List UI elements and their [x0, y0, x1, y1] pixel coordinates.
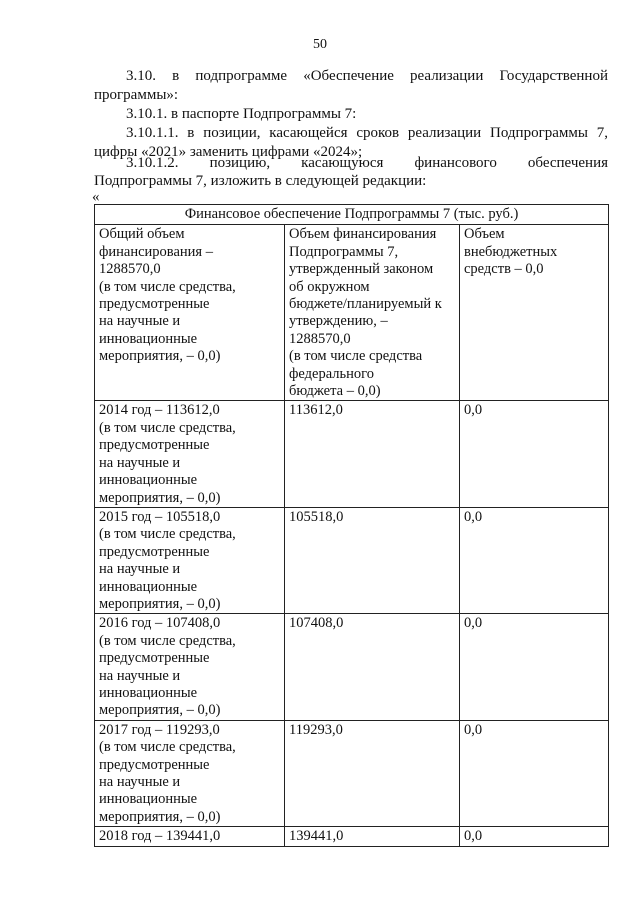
year-total: 2017 год – 119293,0 [99, 721, 220, 738]
budget-cell: 107408,0 [285, 614, 460, 720]
header-total-text: Общий объем финансирования – 1288570,0 (в том числе средства, предусмотренные на научные и инновационные мероприятия, – 0,0) [99, 226, 236, 365]
extra-cell: 0,0 [460, 614, 609, 720]
table-row [95, 614, 609, 720]
table-caption-row [95, 205, 609, 225]
year-note: (в том числе средства, предусмотренные на научные и инновационные мероприятия, – 0,0) [99, 526, 236, 612]
year-note: (в том числе средства, предусмотренные на научные и инновационные мероприятия, – 0,0) [99, 739, 236, 825]
budget-cell: 119293,0 [285, 720, 460, 826]
header-extra-text: Объем внебюджетных средств – 0,0 [464, 226, 558, 278]
table-row [95, 507, 609, 613]
paragraph-3-10-line1: 3.10. в подпрограмме «Обеспечение реализации Государственной [126, 68, 608, 84]
year-cell [95, 401, 285, 507]
year-total: 2015 год – 105518,0 [99, 508, 221, 525]
year-note: (в том числе средства, предусмотренные на научные и инновационные мероприятия, – 0,0) [99, 632, 236, 719]
year-cell [95, 827, 285, 846]
year-note: (в том числе средства, предусмотренные на научные и инновационные мероприятия, – 0,0) [99, 419, 236, 506]
table-row [95, 827, 609, 846]
header-total-cell [95, 225, 285, 401]
budget-cell: 113612,0 [285, 401, 460, 507]
header-budget-cell [285, 225, 460, 401]
paragraph-3-10-1-2-line1: 3.10.1.2. позицию, касающуюся финансового обеспечения [126, 155, 608, 171]
page-number: 50 [313, 37, 327, 52]
extra-cell: 0,0 [460, 720, 609, 826]
year-total: 2018 год – 139441,0 [99, 828, 221, 845]
table-row [95, 720, 609, 826]
paragraph-3-10-1-1-line1: 3.10.1.1. в позиции, касающейся сроков реализации Подпрограммы 7, [126, 125, 608, 141]
budget-cell: 139441,0 [285, 827, 460, 846]
table-header-row [95, 225, 609, 401]
year-cell [95, 720, 285, 826]
paragraph-3-10-1-1-line2: цифры «2021» заменить цифрами «2024»; [94, 144, 363, 160]
budget-cell: 105518,0 [285, 507, 460, 613]
paragraph-3-10-1-2-line2: Подпрограммы 7, изложить в следующей редакции: [94, 173, 427, 189]
table-row [95, 401, 609, 507]
extra-cell: 0,0 [460, 507, 609, 613]
paragraph-3-10-line2: программы»: [94, 87, 179, 103]
year-cell [95, 614, 285, 720]
opening-quote-mark: « [92, 189, 100, 205]
table-caption: Финансовое обеспечение Подпрограммы 7 (тыс. руб.) [95, 205, 609, 225]
paragraph-3-10-1: 3.10.1. в паспорте Подпрограммы 7: [126, 106, 357, 122]
header-budget-text: Объем финансирования Подпрограммы 7, утвержденный законом об окружном бюджете/планируемый к утверждению, – 1288570,0 (в том числе средства федерального бюджета – 0,0) [289, 226, 442, 400]
financing-table [94, 204, 609, 847]
extra-cell: 0,0 [460, 827, 609, 846]
year-total: 2014 год – 113612,0 [99, 402, 220, 419]
year-total: 2016 год – 107408,0 [99, 615, 221, 632]
header-extra-cell [460, 225, 609, 401]
year-cell [95, 507, 285, 613]
extra-cell: 0,0 [460, 401, 609, 507]
